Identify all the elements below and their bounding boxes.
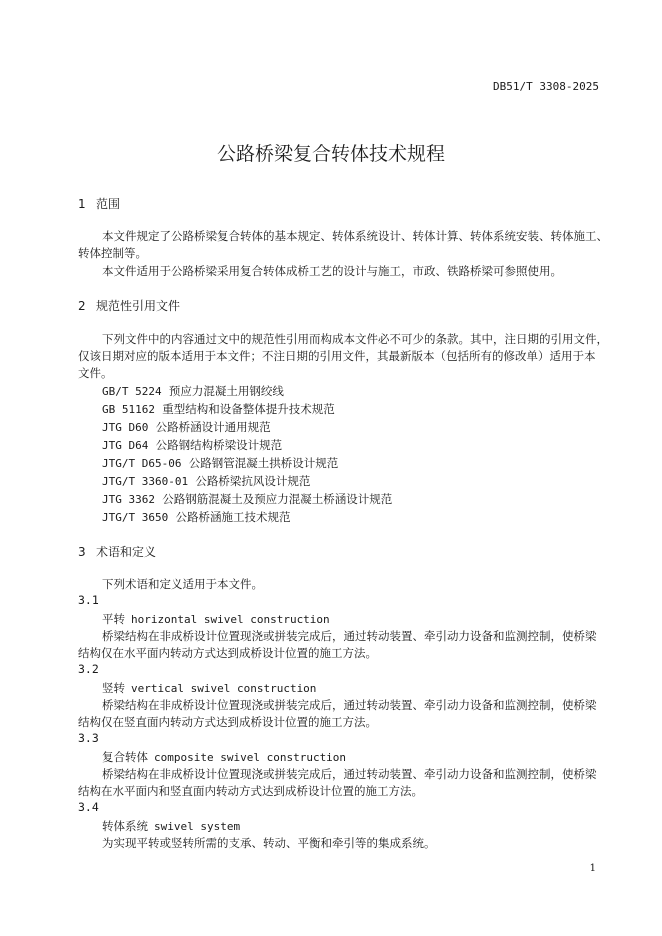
term-heading — [102, 680, 316, 696]
reference-code: GB 51162 — [102, 403, 155, 416]
term-english: horizontal swivel construction — [131, 613, 330, 626]
section-title: 规范性引用文件 — [96, 299, 181, 313]
paragraph-line: 文件。 — [78, 366, 113, 380]
section-2-heading — [78, 297, 180, 314]
page-number: 1 — [589, 863, 596, 874]
reference-title: 公路钢筋混凝土及预应力混凝土桥涵设计规范 — [162, 492, 393, 506]
term-definition-line: 桥梁结构在非成桥设计位置现浇或拼装完成后，通过转动装置、牵引动力设备和监测控制，使桥梁 — [102, 698, 597, 712]
reference-item — [102, 491, 392, 508]
reference-title: 公路桥梁抗风设计规范 — [195, 474, 311, 488]
term-english: swivel system — [154, 820, 241, 833]
term-heading — [102, 749, 346, 765]
reference-code: JTG D64 — [102, 439, 149, 452]
term-chinese: 竖转 — [102, 681, 125, 695]
reference-item — [102, 437, 282, 454]
term-definition-line: 为实现平转或竖转所需的支承、转动、平衡和牵引等的集成系统。 — [102, 836, 436, 850]
term-definition-line: 结构在水平面内和竖直面内转动方式达到成桥设计位置的施工方法。 — [78, 784, 423, 798]
term-number: 3.1 — [78, 593, 99, 607]
section-title: 范围 — [96, 197, 121, 211]
term-number: 3.4 — [78, 800, 99, 814]
reference-item — [102, 473, 310, 490]
term-chinese: 平转 — [102, 612, 125, 626]
reference-title: 公路桥涵设计通用规范 — [155, 420, 271, 434]
term-definition-line: 结构仅在竖直面内转动方式达到成桥设计位置的施工方法。 — [78, 715, 377, 729]
reference-title: 公路钢结构桥梁设计规范 — [155, 438, 283, 452]
reference-item — [102, 419, 271, 436]
term-english: vertical swivel construction — [131, 682, 317, 695]
reference-title: 公路钢管混凝土拱桥设计规范 — [188, 456, 339, 470]
reference-item — [102, 509, 291, 526]
term-number: 3.2 — [78, 662, 99, 676]
reference-item — [102, 401, 335, 418]
section-number: 1 — [78, 197, 86, 211]
term-english: composite swivel construction — [154, 751, 347, 764]
section-1-heading — [78, 195, 120, 212]
term-heading — [102, 818, 240, 834]
reference-code: JTG D60 — [102, 421, 149, 434]
reference-title: 重型结构和设备整体提升技术规范 — [162, 402, 335, 416]
paragraph-line: 本文件规定了公路桥梁复合转体的基本规定、转体系统设计、转体计算、转体系统安装、转体施工、 — [102, 229, 608, 243]
term-number: 3.3 — [78, 731, 99, 745]
section-number: 2 — [78, 299, 86, 313]
reference-code: JTG/T 3650 — [102, 511, 169, 524]
term-definition-line: 结构仅在水平面内转动方式达到成桥设计位置的施工方法。 — [78, 646, 377, 660]
reference-code: JTG 3362 — [102, 493, 155, 506]
term-chinese: 转体系统 — [102, 819, 148, 833]
paragraph-line: 仅该日期对应的版本适用于本文件；不注日期的引用文件，其最新版本（包括所有的修改单）适用于本 — [78, 349, 596, 363]
page-title: 公路桥梁复合转体技术规程 — [216, 143, 445, 165]
reference-title: 公路桥涵施工技术规范 — [175, 510, 291, 524]
reference-code: JTG/T 3360-01 — [102, 475, 189, 488]
term-chinese: 复合转体 — [102, 750, 148, 764]
reference-item — [102, 383, 284, 400]
paragraph-line: 下列术语和定义适用于本文件。 — [102, 577, 263, 591]
reference-item — [102, 455, 338, 472]
reference-title: 预应力混凝土用钢绞线 — [168, 384, 284, 398]
document-code: DB51/T 3308-2025 — [493, 80, 599, 93]
term-definition-line: 桥梁结构在非成桥设计位置现浇或拼装完成后，通过转动装置、牵引动力设备和监测控制，使桥梁 — [102, 629, 597, 643]
paragraph-line: 下列文件中的内容通过文中的规范性引用而构成本文件必不可少的条款。其中，注日期的引用文件， — [102, 332, 608, 346]
reference-code: GB/T 5224 — [102, 385, 162, 398]
reference-code: JTG/T D65-06 — [102, 457, 182, 470]
paragraph-line: 转体控制等。 — [78, 246, 147, 260]
term-definition-line: 桥梁结构在非成桥设计位置现浇或拼装完成后，通过转动装置、牵引动力设备和监测控制，使桥梁 — [102, 767, 597, 781]
term-heading — [102, 611, 330, 627]
paragraph-line: 本文件适用于公路桥梁采用复合转体成桥工艺的设计与施工，市政、铁路桥梁可参照使用。 — [102, 264, 562, 278]
section-number: 3 — [78, 545, 86, 559]
section-title: 术语和定义 — [96, 545, 157, 559]
section-3-heading — [78, 543, 156, 560]
